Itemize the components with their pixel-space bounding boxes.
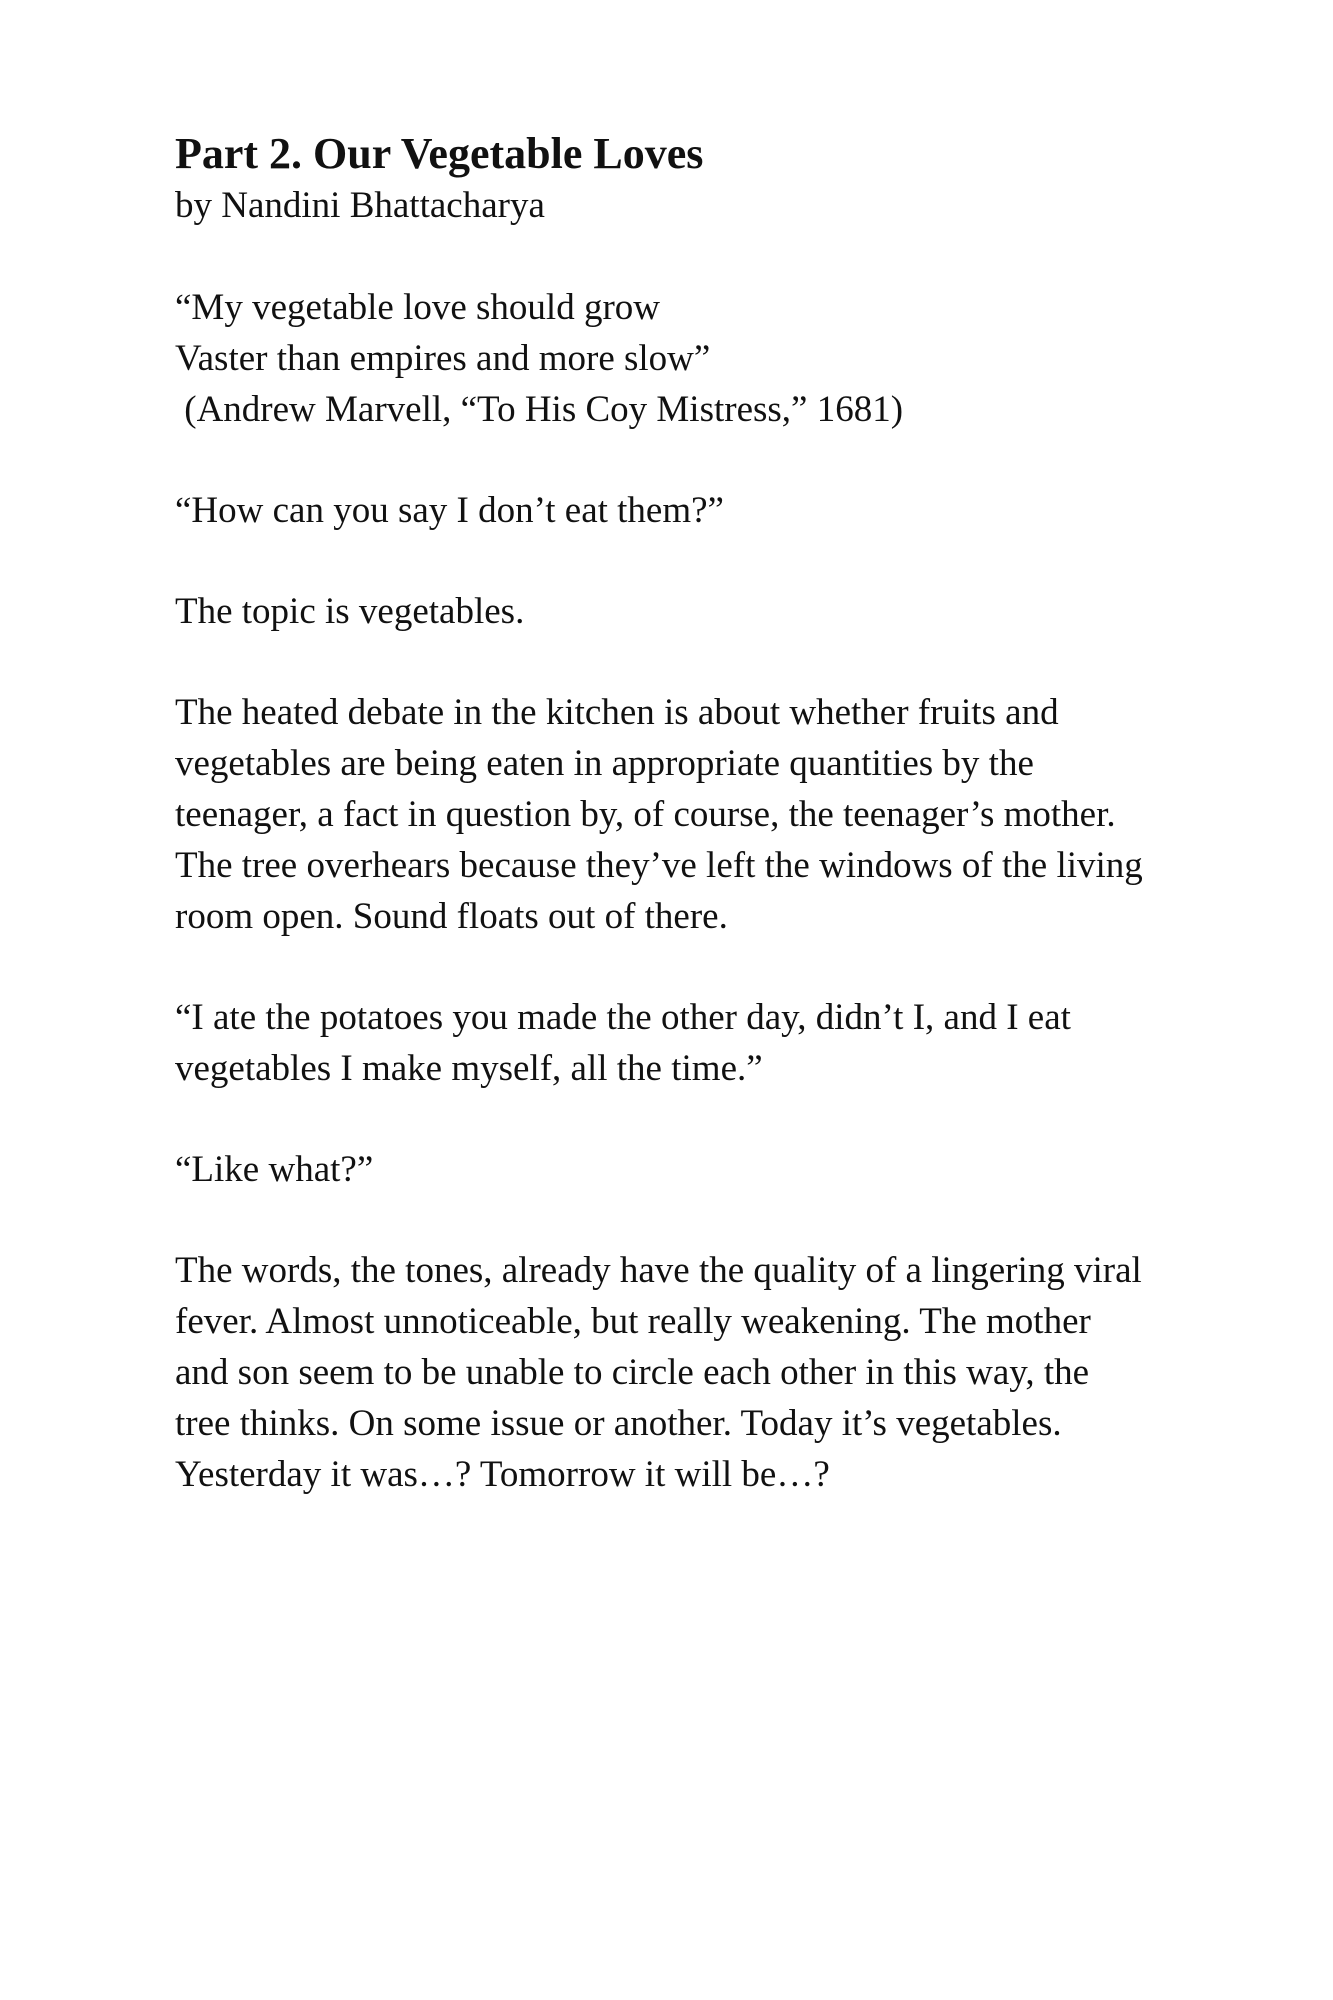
author-byline: by Nandini Bhattacharya: [175, 185, 545, 226]
paragraph-line: The words, the tones, already have the quality of a lingering viral: [175, 1250, 1142, 1291]
document-title: Part 2. Our Vegetable Loves: [175, 129, 704, 178]
paragraph: [175, 485, 1215, 536]
epigraph: [175, 282, 1215, 435]
document-page: [175, 128, 1215, 1500]
paragraph-line: and son seem to be unable to circle each other in this way, the: [175, 1352, 1090, 1393]
paragraph-line: tree thinks. On some issue or another. Today it’s vegetables.: [175, 1403, 1062, 1444]
epigraph-line: Vaster than empires and more slow”: [175, 338, 711, 379]
paragraph: [175, 1144, 1215, 1195]
epigraph-citation: (Andrew Marvell, “To His Coy Mistress,” 1681): [175, 389, 904, 430]
paragraph-line: The tree overhears because they’ve left the windows of the living: [175, 845, 1143, 886]
paragraph-line: room open. Sound floats out of there.: [175, 896, 728, 937]
paragraph-line: vegetables I make myself, all the time.”: [175, 1048, 763, 1089]
paragraph-line: “How can you say I don’t eat them?”: [175, 490, 724, 531]
paragraph-line: teenager, a fact in question by, of course, the teenager’s mother.: [175, 794, 1116, 835]
paragraph: [175, 1245, 1215, 1500]
paragraph: [175, 687, 1215, 942]
paragraph-line: “Like what?”: [175, 1149, 374, 1190]
epigraph-line: “My vegetable love should grow: [175, 287, 660, 328]
paragraph-line: fever. Almost unnoticeable, but really weakening. The mother: [175, 1301, 1091, 1342]
paragraph-line: Yesterday it was…? Tomorrow it will be…?: [175, 1454, 830, 1495]
paragraph: [175, 586, 1215, 637]
paragraph-line: The topic is vegetables.: [175, 591, 525, 632]
paragraph-line: “I ate the potatoes you made the other day, didn’t I, and I eat: [175, 997, 1071, 1038]
paragraph-line: vegetables are being eaten in appropriate quantities by the: [175, 743, 1034, 784]
paragraph: [175, 992, 1215, 1094]
paragraph-line: The heated debate in the kitchen is about whether fruits and: [175, 692, 1059, 733]
